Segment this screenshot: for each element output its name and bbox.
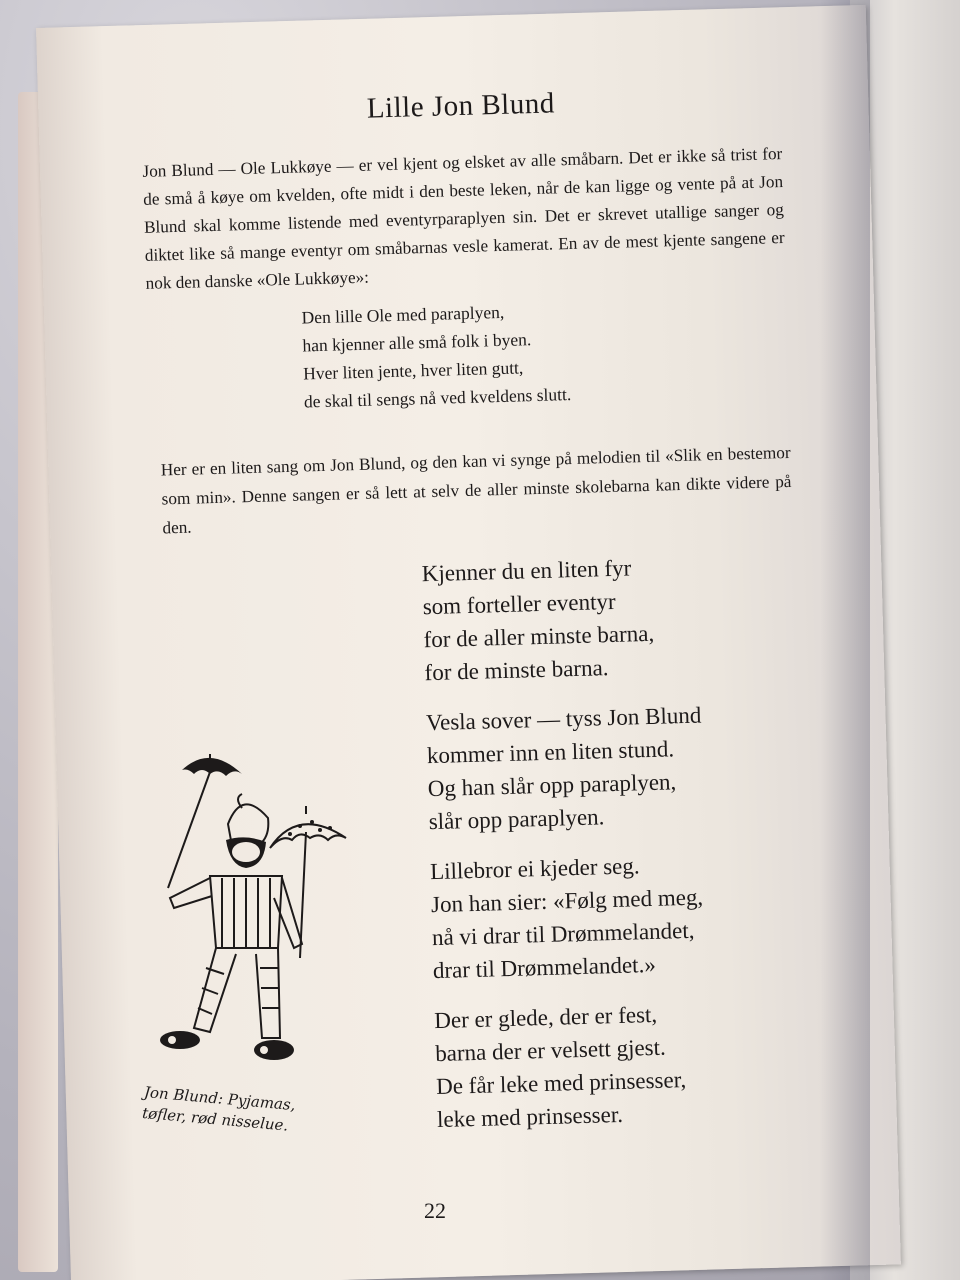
song-line: Der er glede, der er fest, [433, 1001, 658, 1034]
song-line: slår opp paraplyen. [428, 804, 605, 835]
slippers [160, 1031, 294, 1060]
verse-line: Hver liten jente, hver liten gutt, [302, 357, 524, 384]
illustration-caption: Jon Blund: Pyjamas, tøfler, rød nisselue. [141, 1082, 297, 1135]
song-line: Kjenner du en liten fyr [421, 555, 632, 587]
song-stanza-3 [430, 845, 806, 987]
song-line: Lillebror ei kjeder seg. [429, 853, 640, 885]
song-intro-paragraph: Her er en liten sang om Jon Blund, og den kan vi synge på melodien til «Slik en bestemor som min». Denne sangen er så lett at selv de aller minste skolebarna kan dikte videre på den. [160, 442, 792, 538]
song-stanza-4 [434, 994, 810, 1136]
song-line: leke med prinsesser. [436, 1101, 624, 1133]
song-line: barna der er velsett gjest. [434, 1034, 667, 1067]
verse-line: Den lille Ole med paraplyen, [301, 301, 505, 328]
song-line: kommer inn en liten stund. [426, 736, 675, 769]
song-line: for de minste barna. [424, 655, 609, 686]
song-line: som forteller eventyr [422, 588, 616, 620]
intro-paragraph: Jon Blund — Ole Lukkøye — er vel kjent og elsket av alle småbarn. Det er ikke så trist for de små å køye om kvelden, ofte midt i den beste leken, når de kan ligge og vente på at Jon Blund skal komme listende med eventyrparaplyen sin. Det er skrevet utallige sanger og diktet like så mange eventyr om småbarnas vesle kamerat. En av de mest kjente sangene er nok den danske «Ole Lukkøye»: [142, 144, 785, 293]
song-line: drar til Drømmelandet.» [432, 951, 657, 984]
song-line: Jon han sier: «Følg med meg, [430, 884, 704, 918]
verse-line: de skal til sengs nå ved kveldens slutt. [303, 384, 572, 412]
jon-blund-illustration [150, 748, 350, 1068]
verse-line: han kjenner alle små folk i byen. [302, 329, 532, 356]
song-line: Vesla sover — tyss Jon Blund [425, 702, 702, 736]
quoted-verse [301, 290, 789, 415]
song-line: for de aller minste barna, [423, 620, 655, 653]
page-title: Lille Jon Blund [366, 87, 556, 125]
song-lyrics [421, 547, 809, 1136]
gutter-shadow [820, 0, 870, 1280]
black-umbrella-icon [168, 754, 242, 888]
song-line: nå vi drar til Drømmelandet, [431, 917, 695, 951]
song-line: De får leke med prinsesser, [435, 1067, 687, 1100]
song-stanza-1 [421, 547, 797, 689]
figure-head [226, 794, 268, 868]
song-line: Og han slår opp paraplyen, [427, 769, 677, 802]
striped-pyjamas [170, 876, 302, 1038]
song-stanza-2 [426, 696, 802, 838]
page-number: 22 [424, 1198, 446, 1223]
